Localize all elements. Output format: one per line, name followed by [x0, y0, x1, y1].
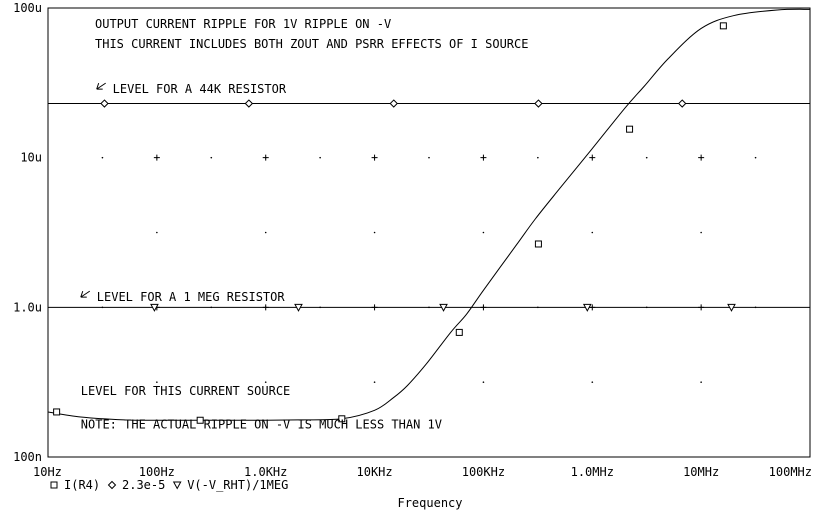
legend-marker: [51, 482, 57, 488]
arrow-icon: [81, 291, 90, 297]
title-line-2: THIS CURRENT INCLUDES BOTH ZOUT AND PSRR EFFECTS OF I SOURCE: [95, 37, 529, 51]
y-tick-label: 10u: [20, 150, 42, 165]
grid-dot: [374, 232, 376, 234]
data-point-marker: [720, 23, 726, 29]
grid-dot: [156, 157, 158, 159]
y-tick-label: 100u: [13, 1, 42, 15]
x-tick-label: 10MHz: [683, 465, 720, 479]
grid-dot: [156, 232, 158, 234]
tick-labels: [13, 1, 812, 479]
legend: [51, 478, 288, 492]
x-tick-label: 100MHz: [768, 465, 812, 479]
legend-marker: [174, 482, 181, 489]
x-tick-label: 100Hz: [138, 465, 175, 479]
annotation-3: NOTE: THE ACTUAL RIPPLE ON -V IS MUCH LESS THAN 1V: [80, 417, 443, 432]
grid-dots: [102, 155, 757, 383]
data-point-marker: [535, 241, 541, 247]
grid-dot: [102, 157, 104, 159]
grid-dot: [156, 381, 158, 383]
grid-dot: [265, 232, 267, 234]
grid-dot: [483, 232, 485, 234]
x-tick-label: 1.0KHz: [244, 465, 288, 479]
data-point-marker: [245, 100, 252, 107]
annotation-2: LEVEL FOR THIS CURRENT SOURCE: [80, 383, 291, 398]
grid-dot: [265, 381, 267, 383]
grid-dot: [591, 232, 593, 234]
grid-dot: [483, 157, 485, 159]
legend-entry-2: V(-V_RHT)/1MEG: [187, 478, 289, 492]
grid-dot: [700, 232, 702, 234]
x-tick-label: 10Hz: [33, 465, 62, 479]
grid-dot: [483, 381, 485, 383]
x-tick-label: 10KHz: [356, 465, 393, 479]
series-layer: [48, 9, 810, 420]
grid-dot: [428, 157, 430, 159]
x-tick-label: 100KHz: [461, 465, 506, 479]
data-point-marker: [54, 409, 60, 415]
grid-dot: [374, 381, 376, 383]
data-point-marker: [390, 100, 397, 107]
grid-dot: [700, 157, 702, 159]
legend-entry-1: 2.3e-5: [122, 478, 166, 492]
title-line-1: OUTPUT CURRENT RIPPLE FOR 1V RIPPLE ON -V: [95, 17, 392, 31]
legend-entry-0: I(R4): [64, 478, 101, 492]
data-point-marker: [535, 100, 542, 107]
grid-dot: [700, 381, 702, 383]
data-point-marker: [101, 100, 108, 107]
annotation-0: LEVEL FOR A 44K RESISTOR: [112, 82, 287, 97]
grid-dot: [537, 157, 539, 159]
legend-marker: [109, 482, 116, 489]
grid-dot: [755, 157, 757, 159]
y-tick-label: 1.0u: [13, 300, 42, 315]
grid-dot: [374, 157, 376, 159]
data-point-marker: [627, 126, 633, 132]
x-tick-label: 1.0MHz: [570, 465, 614, 479]
x-axis-label: Frequency: [397, 496, 463, 510]
grid-dot: [591, 381, 593, 383]
annotations: [81, 82, 442, 431]
grid-dot: [265, 157, 267, 159]
grid-dot: [646, 157, 648, 159]
arrow-icon: [97, 83, 106, 89]
data-point-marker: [679, 100, 686, 107]
grid-dot: [319, 157, 321, 159]
grid-dot: [210, 157, 212, 159]
data-point-marker: [456, 329, 462, 335]
series-line-0: [48, 9, 810, 420]
annotation-1: LEVEL FOR A 1 MEG RESISTOR: [96, 290, 285, 305]
grid-dot: [591, 157, 593, 159]
y-tick-label: 100n: [13, 450, 42, 464]
